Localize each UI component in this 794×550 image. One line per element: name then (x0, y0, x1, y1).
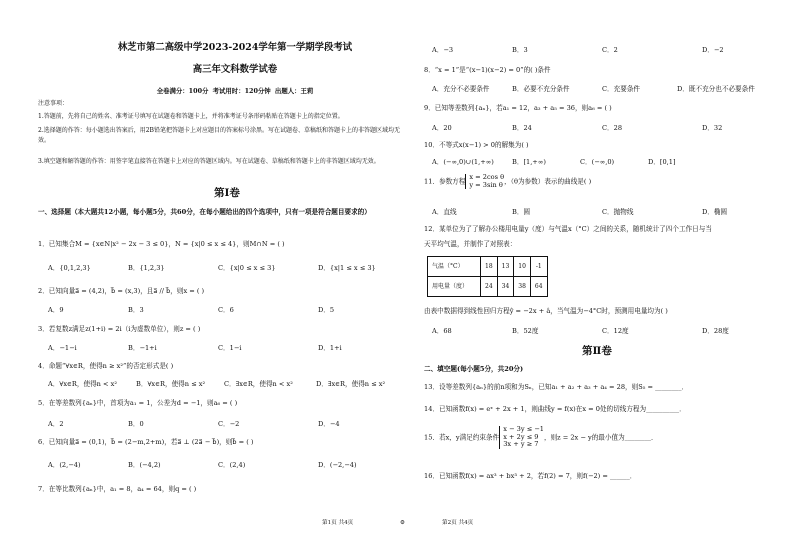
question-9-options (432, 124, 792, 132)
table-cell: 18 (481, 257, 498, 277)
option-c: C．28 (602, 124, 623, 132)
option-b: B．(−4,2) (128, 461, 161, 469)
option-a: A．(2,−4) (48, 461, 81, 469)
option-d: D．28度 (702, 327, 729, 335)
question-12-line-3: 由表中数据得到线性回归方程ŷ = −2x + â，当气温为−4°C时，预测用电量均为( ) (424, 307, 668, 315)
question-9: 9．已知等差数列{aₙ}，若a₁ = 12，a₃ + a₅ = 36，则a₆ = ( ) (424, 104, 612, 112)
option-c: C．1−i (218, 344, 242, 352)
question-15 (424, 426, 789, 449)
table-row (428, 277, 548, 297)
option-b: B．24 (512, 124, 532, 132)
section-1-heading: 一、选择题（本大题共12小题，每小题5分，共60分，在每小题给出的四个选项中，只有一项是符合题目要求的） (38, 208, 371, 216)
option-b: B．[1,+∞) (512, 158, 546, 166)
parametric-system (465, 174, 504, 189)
option-c: C．6 (218, 306, 234, 314)
option-c: C．充要条件 (602, 85, 641, 93)
question-16: 16．已知函数f(x) = ax³ + bx³ + 2，若f(2) = 7，则f(−2) = ______． (424, 472, 637, 480)
question-10-options (432, 158, 792, 166)
question-15-suffix: ，则z = 2x − y的最小值为________． (543, 433, 658, 442)
option-c: C．∃x∈R，使得n < x² (224, 380, 293, 388)
option-c: C．(−∞,0) (580, 158, 615, 166)
question-11 (424, 174, 789, 189)
option-a: A．{0,1,2,3} (48, 264, 91, 272)
question-12-line-1: 12．某单位为了了解办公楼用电量y（度）与气温x（°C）之间的关系，随机统计了四个工作日与当 (424, 225, 712, 233)
option-d: D．∃x∈R，使得n ≤ x² (316, 380, 386, 388)
question-6: 6．已知向量a⃗ = (0,1)，b⃗ = (2−m,2+m)，若a⃗ ⊥ (2a⃗ − b⃗)，则b⃗ = ( ) (38, 438, 254, 446)
question-8: 8．“x = 1”是“(x−1)(x−2) = 0”的( )条件 (424, 66, 551, 74)
page-1-footer: 第1页 共4页 (322, 520, 354, 526)
volume-2-heading: 第Ⅱ卷 (582, 345, 612, 357)
question-6-options (48, 461, 408, 469)
option-a: A．−3 (432, 46, 454, 54)
option-c: C．−2 (218, 420, 240, 428)
option-a: A．充分不必要条件 (432, 85, 490, 93)
question-5-options (48, 420, 408, 428)
question-4-options (48, 380, 408, 388)
page-2-footer: 第2页 共4页 (442, 520, 474, 526)
question-3-options (48, 344, 408, 352)
option-d: D．−4 (318, 420, 340, 428)
table-cell: 64 (530, 277, 547, 297)
question-5: 5．在等差数列{aₙ}中，首项为a₁ = 1，公差为d = −1，则a₆ = ( ) (38, 399, 238, 407)
question-14: 14．已知函数f(x) = eˣ + 2x + 1，则曲线y = f(x)在x = 0处的切线方程为__________． (424, 405, 686, 413)
option-d: D．既不充分也不必要条件 (677, 85, 755, 93)
question-4: 4．命题“∀x∈R，使得n ≥ x²”的否定形式是( ) (38, 362, 174, 370)
question-1: 1．已知集合M = {x∈N|x² − 2x − 3 ≤ 0}，N = {x|0 ≤ x ≤ 4}，则M∩N = ( ) (38, 240, 285, 248)
option-a: A．直线 (432, 208, 457, 216)
option-d: D．−2 (702, 46, 724, 54)
option-d: D．{x|1 ≤ x ≤ 3} (318, 264, 376, 272)
param-line-1: x = 2cos θ (469, 173, 505, 181)
table-cell: 10 (514, 257, 531, 277)
volume-1-heading: 第Ⅰ卷 (214, 187, 240, 199)
option-c: C．抛物线 (602, 208, 634, 216)
option-d: D．(−2,−4) (318, 461, 357, 469)
constraint-3: 3x + y ≥ 7 (503, 440, 539, 449)
option-a: A．(−∞,0)∪(1,+∞) (432, 158, 494, 166)
note-1: 1.答题前，先将自己的姓名、准考证号填写在试题卷和答题卡上，并将准考证号条形码粘贴在答题卡上的指定位置。 (38, 113, 344, 120)
option-d: D．32 (702, 124, 723, 132)
note-2: 2.选择题的作答：每小题选出答案后，用2B铅笔把答题卡上对应题目的答案标号涂黑。写在试题卷、草稿纸和答题卡上的非答题区域均无效。 (38, 127, 400, 144)
question-8-options (432, 85, 792, 93)
option-c: C．(2,4) (218, 461, 246, 469)
question-3: 3．若复数z满足z(1+i) = 2i（i为虚数单位），则z = ( ) (38, 325, 201, 333)
question-7-options (432, 46, 792, 54)
option-b: B．{1,2,3} (128, 264, 165, 272)
option-c: C．{x|0 ≤ x ≤ 3} (218, 264, 276, 272)
option-a: A．∀x∈R，使得n < x² (48, 380, 118, 388)
table-cell: 13 (497, 257, 514, 277)
question-15-prefix: 15．若x，y满足约束条件 (424, 433, 500, 442)
option-a: A．9 (48, 306, 64, 314)
table-cell: 34 (497, 277, 514, 297)
table-cell: 24 (481, 277, 498, 297)
option-d: D．5 (318, 306, 335, 314)
question-2: 2．已知向量a⃗ = (4,2)，b⃗ = (x,3)，且a⃗ // b⃗，则x = ( ) (38, 287, 205, 295)
question-1-options (48, 264, 408, 272)
note-3: 3.填空题和解答题的作答：用签字笔直接答在答题卡上对应的答题区域内。写在试题卷、草稿纸和答题卡上的非答题区域均无效。 (38, 158, 380, 165)
option-d: D．[0,1] (648, 158, 676, 166)
question-12-options (432, 327, 792, 335)
constraint-system (499, 426, 544, 449)
option-a: A．−1−i (48, 344, 77, 352)
footer-mark-icon: ⚙ (400, 520, 406, 526)
option-b: B．必要不充分条件 (512, 85, 570, 93)
option-a: A．20 (432, 124, 452, 132)
option-b: B．3 (128, 306, 144, 314)
notes-heading: 注意事项： (38, 100, 69, 107)
table-cell: -1 (530, 257, 547, 277)
question-2-options (48, 306, 408, 314)
option-b: B．−1+i (128, 344, 157, 352)
option-b: B．3 (512, 46, 528, 54)
table-row-header: 用电量（度） (428, 277, 481, 297)
option-b: B．∀x∈R，使得n ≤ x² (136, 380, 206, 388)
right-page (412, 0, 794, 550)
section-2-heading: 二、填空题(每小题5分，共20分) (424, 365, 524, 373)
exam-title: 林芝市第二高级中学2023-2024学年第一学期学段考试 (117, 42, 353, 53)
question-11-suffix: ，（θ为参数）表示的曲线是( ) (504, 177, 592, 186)
table-row-header: 气温（°C） (428, 257, 481, 277)
option-c: C．2 (602, 46, 618, 54)
option-d: D．1+i (318, 344, 342, 352)
option-b: B．0 (128, 420, 144, 428)
option-b: B．52度 (512, 327, 539, 335)
param-line-2: y = 3sin θ (469, 180, 503, 189)
table-cell: 38 (514, 277, 531, 297)
question-13: 13．设等差数列{aₙ}的前n项和为Sₙ，已知a₁ + a₂ + a₃ + a₄ = 28，则S₅ = ________． (424, 383, 689, 391)
constraint-1: x − 3y ≤ −1 (503, 425, 544, 433)
constraint-2: x + 2y ≤ 9 (503, 432, 539, 441)
temperature-power-table (427, 256, 548, 297)
option-a: A．2 (48, 420, 64, 428)
question-11-options (432, 208, 792, 216)
option-a: A．68 (432, 327, 452, 335)
question-11-prefix: 11．参数方程 (424, 177, 466, 186)
option-b: B．圆 (512, 208, 531, 216)
question-12-line-2: 天平均气温，并制作了对照表： (424, 240, 517, 248)
table-row (428, 257, 548, 277)
option-d: D．椭圆 (702, 208, 728, 216)
exam-subtitle: 高三年文科数学试卷 (192, 64, 278, 75)
option-c: C．12度 (602, 327, 629, 335)
exam-meta: 全卷满分：100分 考试用时：120分钟 出题人：王莉 (156, 87, 314, 95)
question-10: 10．不等式x(x−1) > 0的解集为( ) (424, 141, 529, 149)
question-7: 7．在等比数列{aₙ}中，a₁ = 8，a₄ = 64，则q = ( ) (38, 485, 197, 493)
